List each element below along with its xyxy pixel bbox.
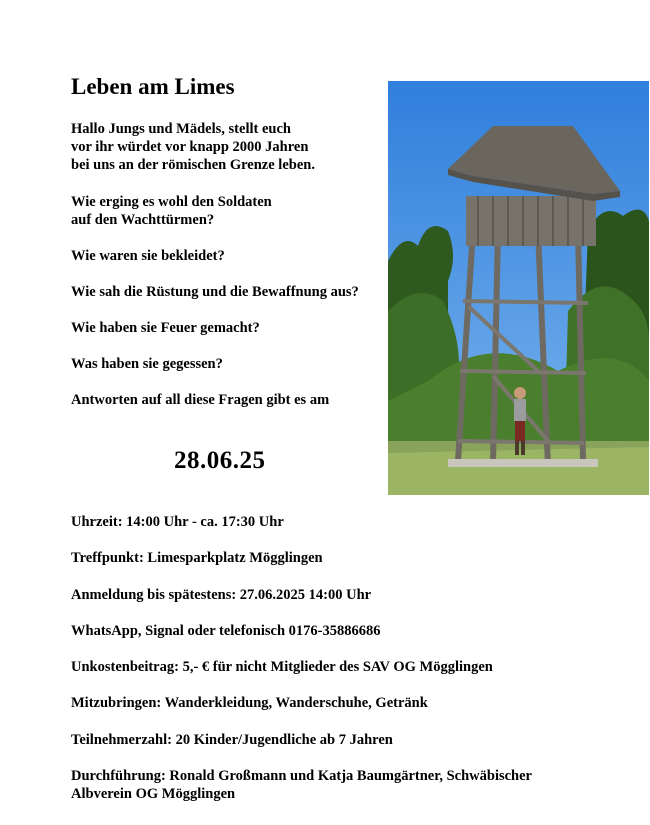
detail-organizers: Durchführung: Ronald Großmann und Katja Baumgärtner, Schwäbischer Albverein OG Mögglingen [71,768,532,802]
intro-greeting: Hallo Jungs und Mädels, stellt euch vor ihr würdet vor knapp 2000 Jahren bei uns an der römischen Grenze leben. [71,121,315,173]
intro-question-clothing: Wie waren sie bekleidet? [71,248,225,264]
detail-contact: WhatsApp, Signal oder telefonisch 0176-35886686 [71,623,381,639]
detail-bring-along: Mitzubringen: Wanderkleidung, Wanderschuhe, Getränk [71,695,428,711]
detail-registration-deadline: Anmeldung bis spätestens: 27.06.2025 14:00 Uhr [71,587,372,603]
detail-participants: Teilnehmerzahl: 20 Kinder/Jugendliche ab 7 Jahren [71,732,393,748]
intro-question-soldiers: Wie erging es wohl den Soldaten auf den Wachttürmen? [71,194,272,228]
intro-question-food: Was haben sie gegessen? [71,356,223,372]
detail-time: Uhrzeit: 14:00 Uhr - ca. 17:30 Uhr [71,514,284,530]
intro-answers: Antworten auf all diese Fragen gibt es am [71,392,330,408]
detail-fee: Unkostenbeitrag: 5,- € für nicht Mitglieder des SAV OG Mögglingen [71,659,493,675]
detail-meeting-point: Treffpunkt: Limesparkplatz Mögglingen [71,550,323,566]
intro-question-fire: Wie haben sie Feuer gemacht? [71,320,260,336]
intro-question-armor: Wie sah die Rüstung und die Bewaffnung aus? [71,284,359,300]
event-date: 28.06.25 [174,447,266,474]
watchtower-photo [388,81,649,495]
page-title: Leben am Limes [71,74,235,99]
